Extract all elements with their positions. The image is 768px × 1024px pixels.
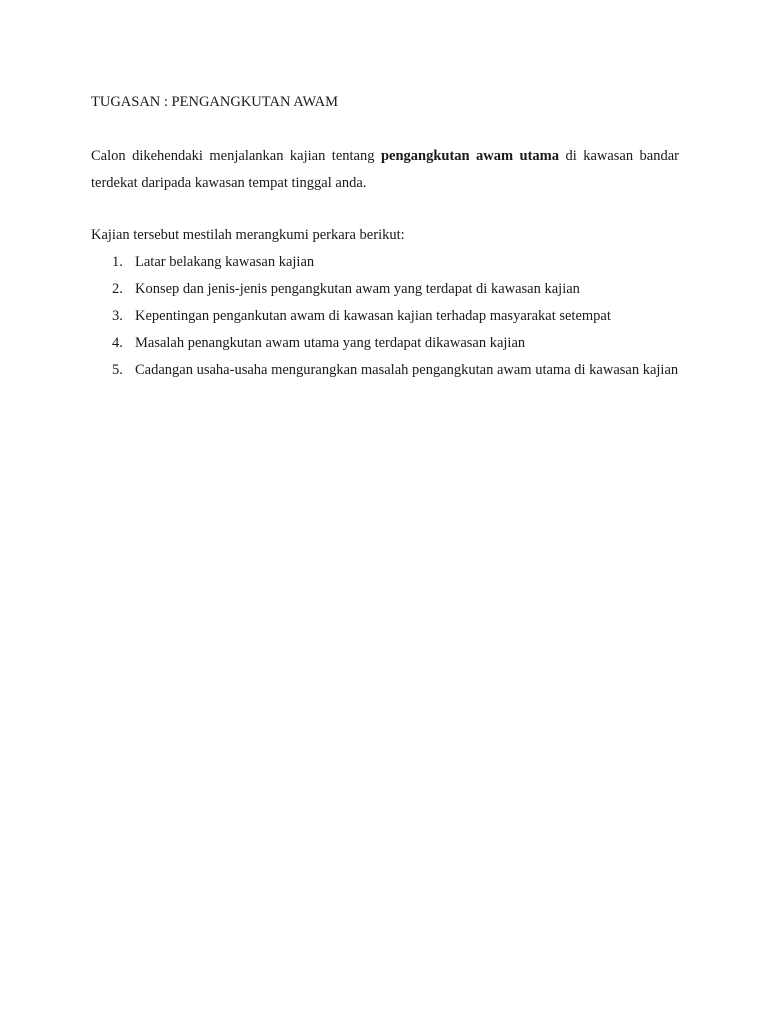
list-item-number: 5.: [112, 362, 123, 378]
list-item: [91, 330, 679, 357]
list-item-number: 1.: [112, 254, 123, 270]
list-item-number: 2.: [112, 281, 123, 297]
list-item-number: 3.: [112, 308, 123, 324]
list-item-text: Cadangan usaha-usaha mengurangkan masalah pengangkutan awam utama di kawasan kajian: [135, 362, 679, 378]
list-item-text: Latar belakang kawasan kajian: [135, 254, 315, 270]
requirements-list: [91, 249, 679, 384]
list-item-number: 4.: [112, 335, 123, 351]
paragraph-bold-text: pengangkutan awam utama: [380, 148, 560, 164]
list-item-text: Konsep dan jenis-jenis pengangkutan awam yang terdapat di kawasan kajian: [135, 281, 580, 297]
list-item: [91, 303, 679, 330]
paragraph-text-after: di kawasan bandar terdekat daripada kawasan tempat tinggal anda.: [91, 148, 680, 191]
list-item-text: Kepentingan pengankutan awam di kawasan kajian terhadap masyarakat setempat: [135, 308, 611, 324]
paragraph-text-before: Calon dikehendaki menjalankan kajian tentang: [91, 148, 381, 164]
list-item: [91, 357, 679, 384]
list-item: [91, 249, 679, 276]
list-item: [91, 276, 679, 303]
list-item-text: Masalah penangkutan awam utama yang terdapat dikawasan kajian: [135, 335, 526, 351]
document-title: TUGASAN : PENGANGKUTAN AWAM: [91, 94, 338, 110]
scope-paragraph: Kajian tersebut mestilah merangkumi perkara berikut:: [91, 227, 405, 243]
instruction-paragraph: [91, 143, 679, 197]
